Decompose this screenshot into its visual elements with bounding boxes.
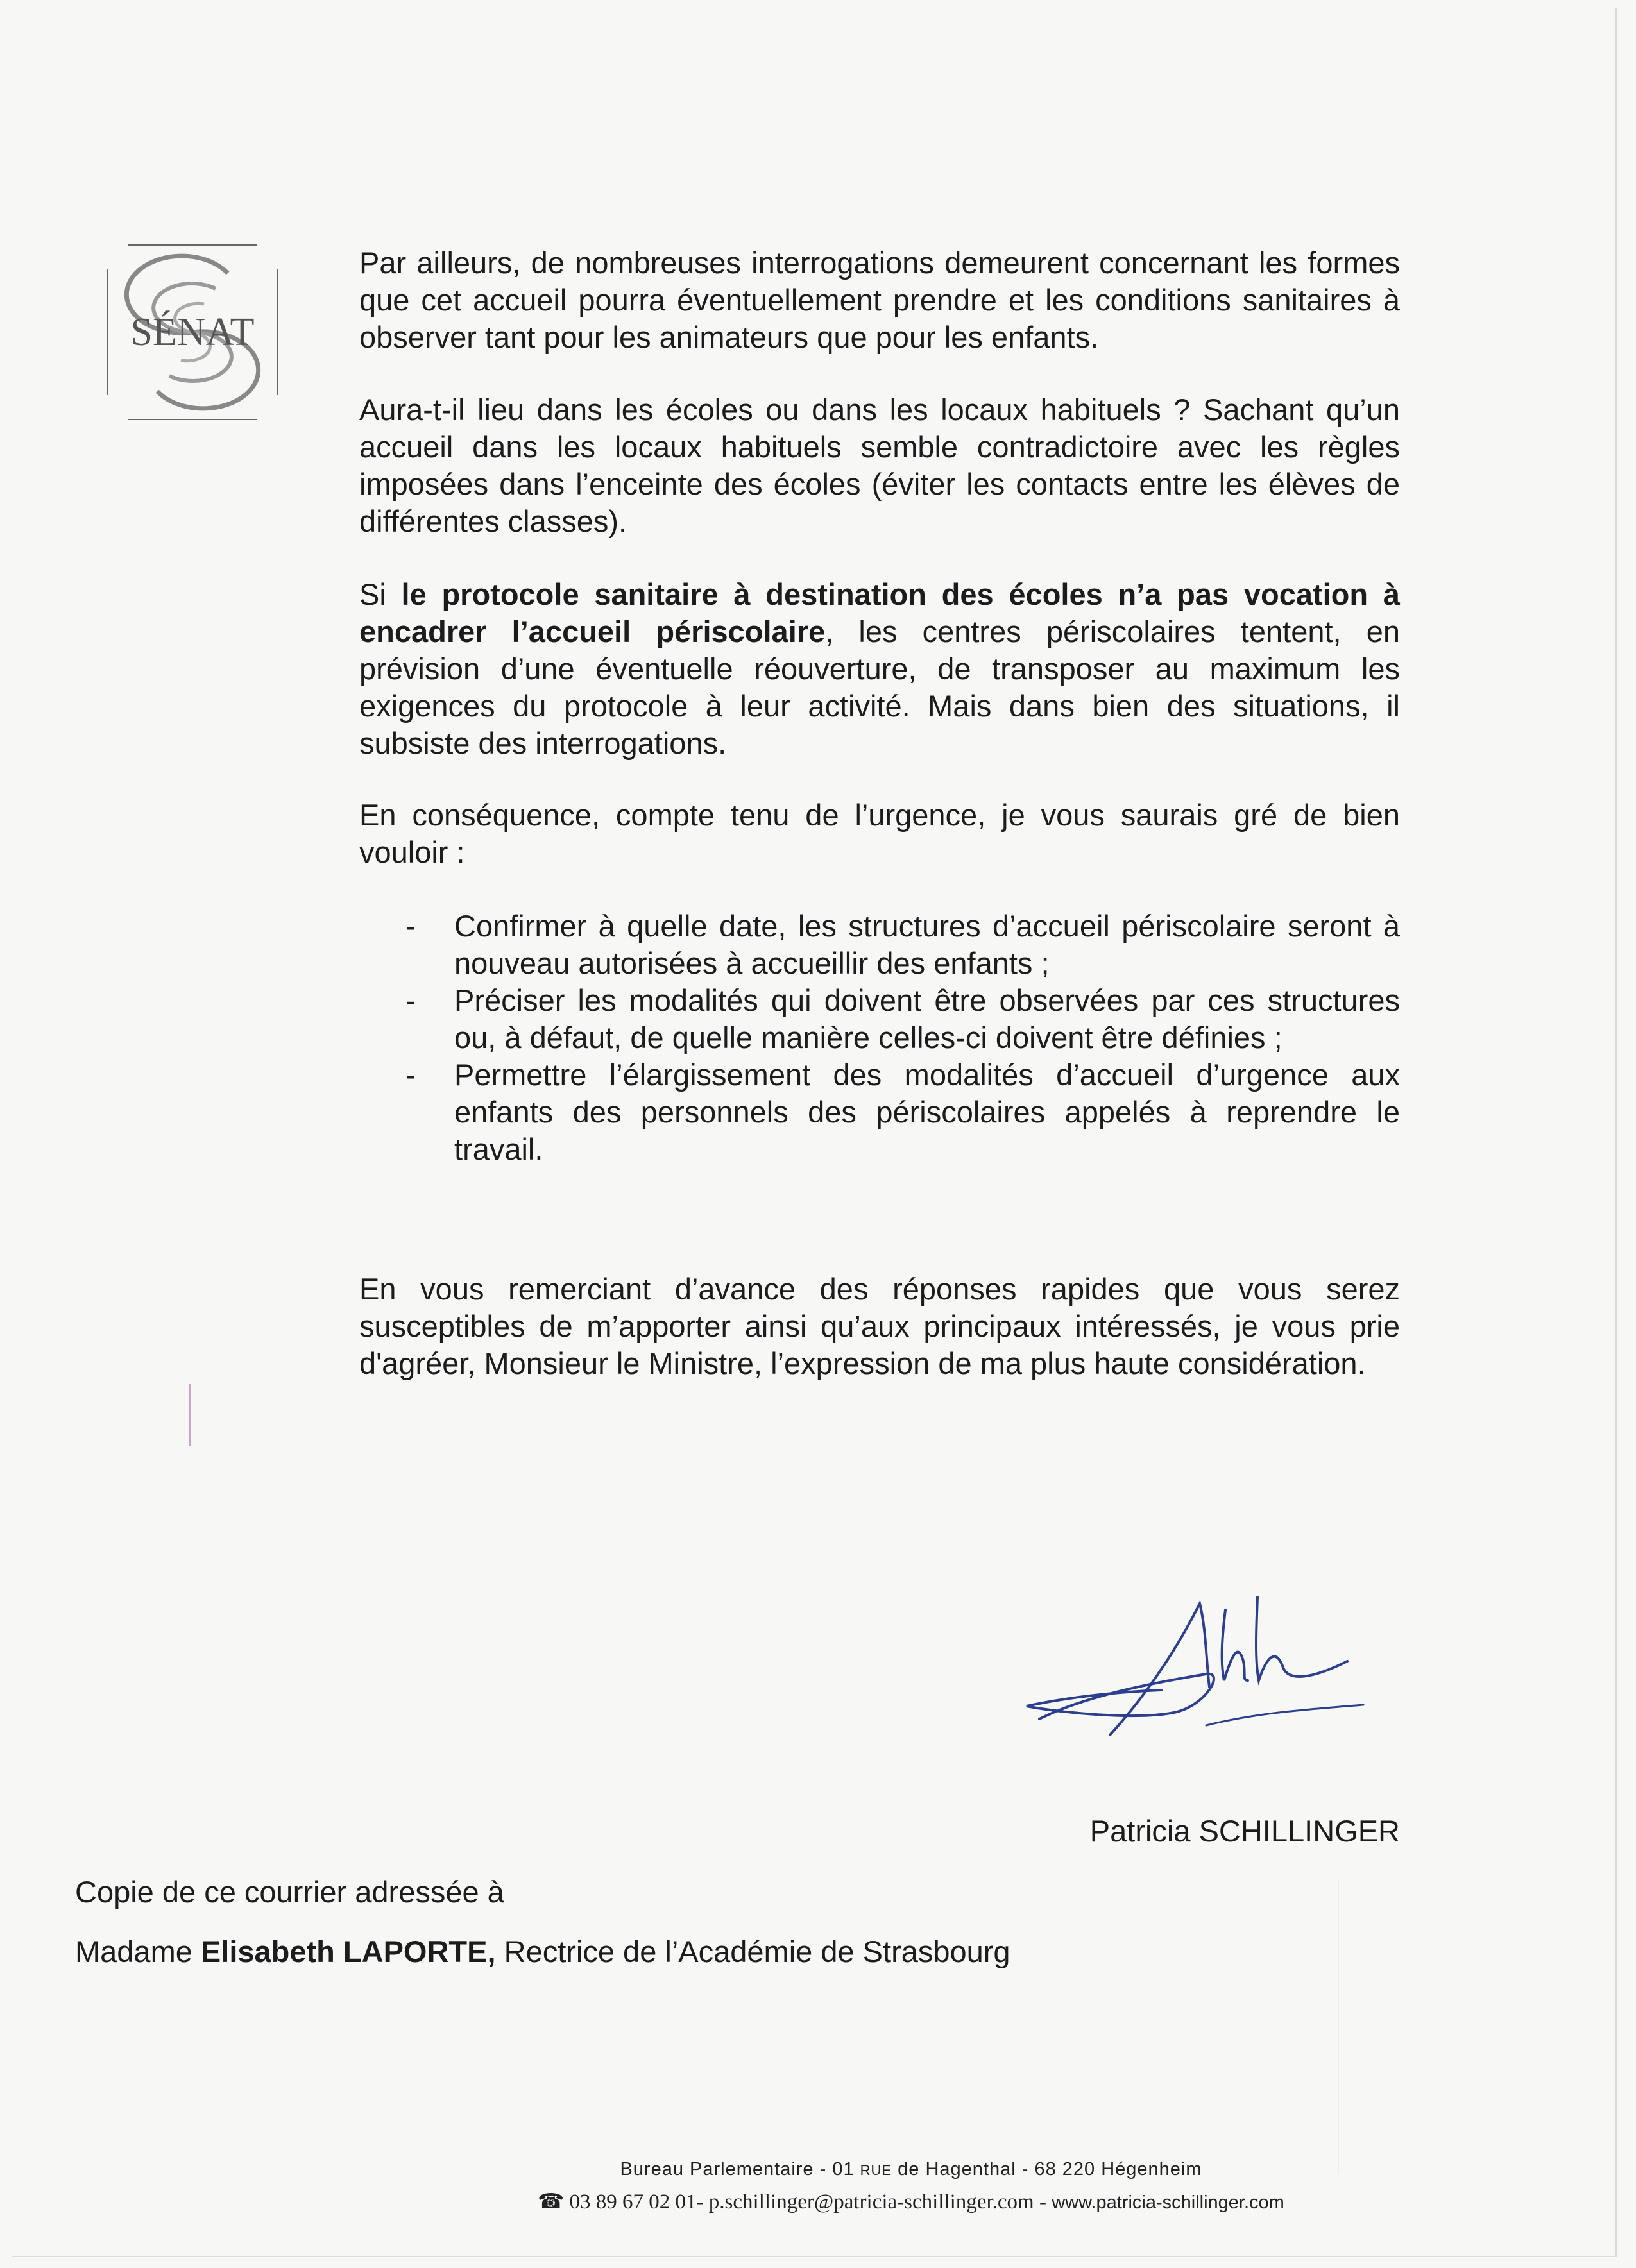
list-dash: - [405,909,416,943]
paragraph-consequence [359,797,1400,871]
footer-address-rue: RUE [860,2162,892,2178]
footer-address-part: de Hagenthal - 68 220 Hégenheim [892,2159,1202,2179]
paragraph-text: En vous remerciant d’avance des réponses rapides que vous serez susceptibles de m’apporter ainsi qu’aux principaux intéressés, je vous prie d'agréer, Monsieur le Ministre, l’expression de ma plus haute considération. [359,1272,1400,1380]
copy-recipient-label: Copie de ce courrier adressée à [75,1875,504,1909]
paragraph-bold-emphasis: le protocole sanitaire à destination des écoles n’a pas vocation à encadrer l’accueil périscolaire [359,577,1400,648]
senat-logo [103,242,282,422]
margin-mark [189,1384,191,1446]
paragraph-text: Aura-t-il lieu dans les écoles ou dans les locaux habituels ? Sachant qu’un accueil dans les locaux habituels semble contradictoire avec les règles imposées dans l’enceinte des écoles (éviter les contacts entre les élèves de différentes classes). [359,393,1400,538]
paragraph-lieu-accueil [359,391,1400,540]
list-item [405,1056,1400,1168]
footer-address [443,2159,1379,2180]
logo-text: SÉNAT [130,310,255,354]
paragraph-protocole-sanitaire [359,576,1400,762]
paragraph-text: En conséquence, compte tenu de l’urgence, je vous saurais gré de bien vouloir : [359,798,1400,869]
paragraph-lead: Si [359,577,402,611]
copy-recipient-name: Elisabeth LAPORTE, [200,1934,496,1968]
handwritten-signature [1014,1584,1373,1738]
list-item [405,908,1400,982]
list-item [405,982,1400,1056]
paragraph-text: Par ailleurs, de nombreuses interrogations demeurent concernant les formes que cet accueil pourra éventuellement prendre et les conditions sanitaires à observer tant pour les animateurs que pour les enfants. [359,246,1400,354]
copy-recipient-title: Madame [75,1934,201,1968]
footer-website[interactable]: www.patricia-schillinger.com [1052,2192,1284,2213]
list-item-text: Permettre l’élargissement des modalités d’accueil d’urgence aux enfants des personnels des périscolaires appelés à reprendre le travail. [454,1058,1400,1166]
paragraph-accueil-conditions [359,244,1400,356]
margin-mark [1338,1879,1339,2174]
copy-recipient [75,1933,1010,1970]
footer-phone: 03 89 67 02 01- [564,2190,709,2213]
phone-icon: ☎ [538,2190,565,2213]
footer-contact [443,2188,1379,2214]
list-dash: - [405,983,416,1017]
copy-recipient-role: Rectrice de l’Académie de Strasbourg [495,1934,1010,1968]
list-dash: - [405,1058,416,1092]
request-list [405,908,1400,1168]
footer-address-part: Bureau Parlementaire - 01 [620,2159,860,2179]
footer-email[interactable]: p.schillinger@patricia-schillinger.com [708,2190,1034,2213]
footer-separator: - [1034,2190,1052,2213]
list-item-text: Préciser les modalités qui doivent être observées par ces structures ou, à défaut, de quelle manière celles-ci doivent être définies ; [454,983,1400,1054]
signer-name: Patricia SCHILLINGER [1089,1814,1400,1848]
paragraph-rest: , les centres périscolaires tentent, en prévision d’une éventuelle réouverture, de transposer au maximum les exigences du protocole à leur activité. Mais dans bien des situations, il subsiste des interrogations. [359,614,1400,760]
paragraph-closing [359,1271,1400,1382]
list-item-text: Confirmer à quelle date, les structures d’accueil périscolaire seront à nouveau autorisées à accueillir des enfants ; [454,909,1400,980]
